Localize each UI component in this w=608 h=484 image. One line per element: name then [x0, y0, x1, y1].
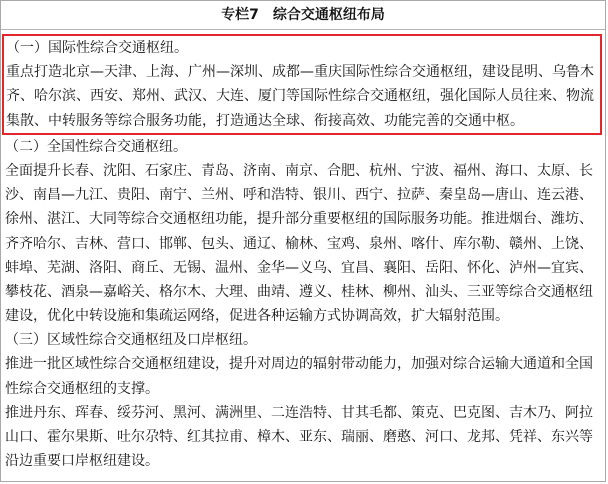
text-line: 齐齐哈尔、吉林、营口、邯郸、包头、通辽、榆林、宝鸡、泉州、喀什、库尔勒、赣州、上饶、: [5, 235, 593, 252]
section-international-hubs: [2, 34, 602, 135]
text-line: 沿边重要口岸枢纽建设。: [5, 453, 159, 470]
text-line: 集散、中转服务等综合服务功能，打造通达全球、衔接高效、功能完善的交通中枢。: [6, 112, 524, 129]
text-line: 重点打造北京—天津、上海、广州—深圳、成都—重庆国际性综合交通枢纽，建设昆明、乌鲁木: [6, 64, 594, 81]
section-heading: （一）国际性综合交通枢纽。: [6, 40, 188, 56]
text-line: 山口、霍尔果斯、吐尔尕特、红其拉甫、樟木、亚东、瑞丽、磨憨、河口、龙邦、凭祥、东兴等: [5, 429, 593, 445]
text-line: 徐州、湛江、大同等综合交通枢纽功能，提升部分重要枢纽的国际服务功能。推进烟台、潍坊、: [5, 211, 593, 228]
section-regional-and-port-hubs: [1, 328, 605, 473]
section-heading: （三）区域性综合交通枢纽及口岸枢纽。: [5, 332, 257, 349]
section-heading: （二）全国性综合交通枢纽。: [5, 138, 187, 155]
text-line: 全面提升长春、沈阳、石家庄、青岛、济南、南京、合肥、杭州、宁波、福州、海口、太原、长: [5, 162, 593, 179]
panel-title: 专栏7 综合交通枢纽布局: [1, 1, 605, 30]
text-line: 性综合交通枢纽的支撑。: [5, 380, 159, 397]
text-line: 蚌埠、芜湖、洛阳、商丘、无锡、温州、金华—义乌、宜昌、襄阳、岳阳、怀化、泸州—宜宾、: [5, 259, 593, 276]
text-line: 攀枝花、酒泉—嘉峪关、格尔木、大理、曲靖、遵义、桂林、柳州、汕头、三亚等综合交通枢纽: [5, 283, 593, 300]
text-line: 建设，优化中转设施和集疏运网络，促进各种运输方式协调高效，扩大辐射范围。: [5, 308, 509, 325]
text-line: 推进一批区域性综合交通枢纽建设，提升对周边的辐射带动能力，加强对综合运输大通道和全国: [5, 356, 593, 373]
text-line: 推进丹东、珲春、绥芬河、黑河、满洲里、二连浩特、甘其毛都、策克、巴克图、吉木乃、阿拉: [5, 404, 593, 421]
section-national-hubs: [1, 135, 605, 329]
text-line: 沙、南昌—九江、贵阳、南宁、兰州、呼和浩特、银川、西宁、拉萨、秦皇岛—唐山、连云港、: [5, 187, 593, 204]
text-line: 齐、哈尔滨、西安、郑州、武汉、大连、厦门等国际性综合交通枢纽，强化国际人员往来、物流: [6, 88, 594, 105]
panel-content: [1, 30, 605, 473]
